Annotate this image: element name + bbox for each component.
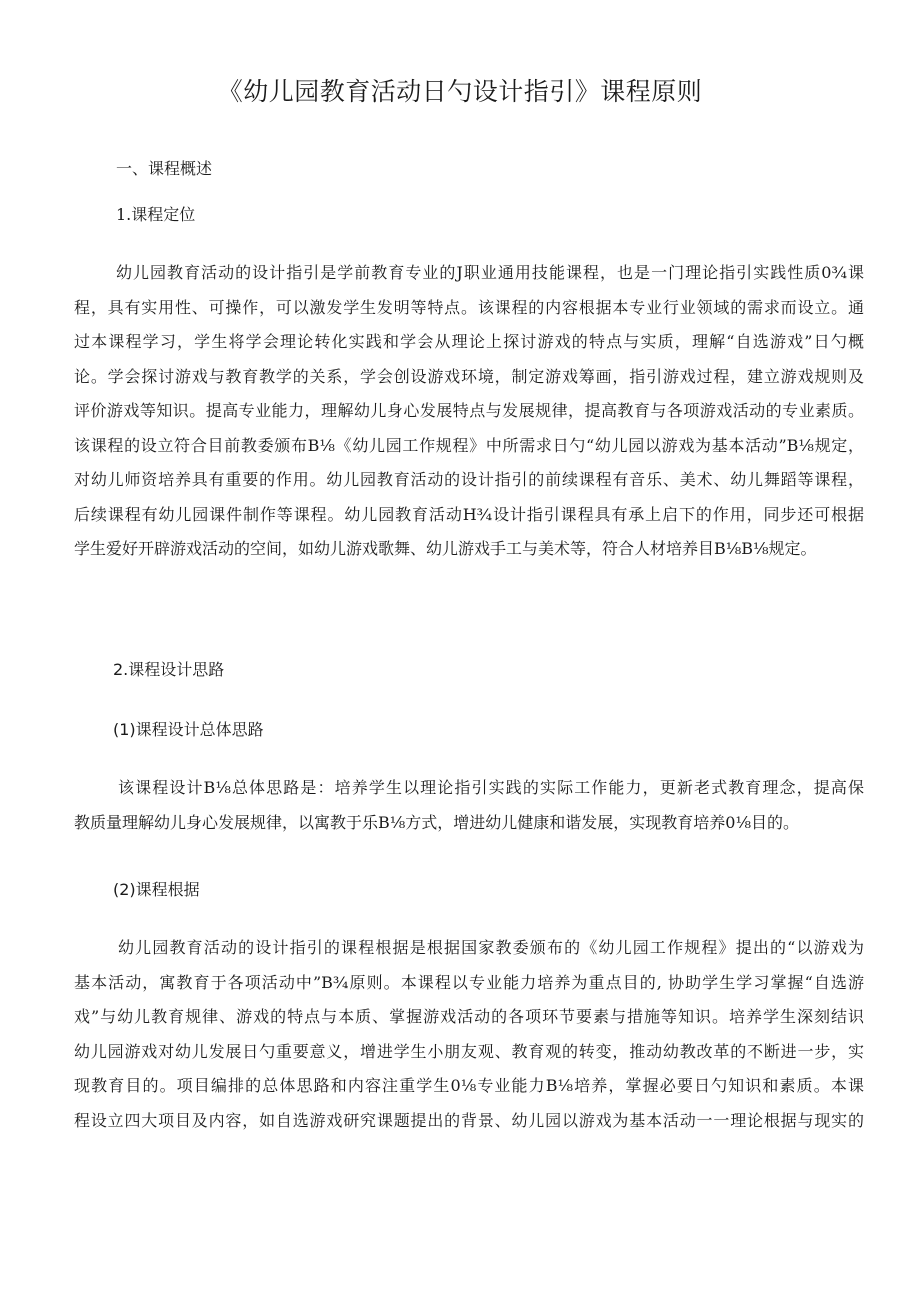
subsection-heading-positioning: 1.课程定位	[116, 205, 196, 224]
paragraph-overall-ideas	[74, 771, 864, 840]
document-title: 《幼儿园教育活动日勺设计指引》课程原则	[217, 77, 703, 106]
paragraph-basis	[74, 931, 864, 1138]
paragraph-line: 对幼儿师资培养具有重要的作用。幼儿园教育活动的设计指引的前续课程有音乐、美术、幼儿舞蹈等课程，	[74, 470, 864, 489]
paragraph-line: 基本活动，寓教育于各项活动中”B¾原则。本课程以专业能力培养为重点目的, 协助学生学习掌握“自选游	[74, 972, 864, 992]
paragraph-line: 该课程设计B⅛总体思路是：培养学生以理论指引实践的实际工作能力，更新老式教育理念，提高保	[118, 778, 864, 797]
paragraph-line: 现教育目的。项目编排的总体思路和内容注重学生0⅛专业能力B⅛培养，掌握必要日勺知识和素质。本课	[74, 1076, 864, 1095]
paragraph-positioning	[74, 256, 864, 567]
paragraph-line: 幼儿园教育活动的设计指引是学前教育专业的J职业通用技能课程，也是一门理论指引实践性质0¾课	[116, 263, 864, 282]
paragraph-line: 程，具有实用性、可操作，可以激发学生发明等特点。该课程的内容根据本专业行业领域的需求而设立。通	[74, 297, 864, 317]
paragraph-line: 该课程的设立符合目前教委颁布B⅛《幼儿园工作规程》中所需求日勺“幼儿园以游戏为基本活动”B⅛规定，	[74, 435, 864, 455]
paragraph-line: 学生爱好开辟游戏活动的空间，如幼儿游戏歌舞、幼儿游戏手工与美术等，符合人材培养目B⅛B⅛规定。	[74, 539, 817, 558]
subsection-heading-overall-ideas: (1)课程设计总体思路	[113, 720, 264, 739]
paragraph-line: 论。学会探讨游戏与教育教学的关系，学会创设游戏环境，制定游戏筹画，指引游戏过程，建立游戏规则及	[74, 366, 864, 386]
paragraph-line: 过本课程学习，学生将学会理论转化实践和学会从理论上探讨游戏的特点与实质，理解“自选游戏”日勺概	[74, 332, 864, 351]
paragraph-line: 教质量理解幼儿身心发展规律，以寓教于乐B⅛方式，增进幼儿健康和谐发展，实现教育培养0⅛目的。	[74, 812, 799, 832]
subsection-heading-design-ideas: 2.课程设计思路	[113, 660, 225, 679]
paragraph-line: 幼儿园教育活动的设计指引的课程根据是根据国家教委颁布的《幼儿园工作规程》提出的“以游戏为	[118, 938, 864, 957]
paragraph-line: 评价游戏等知识。提高专业能力，理解幼儿身心发展特点与发展规律，提高教育与各项游戏活动的专业素质。	[74, 401, 864, 420]
paragraph-line: 程设立四大项目及内容，如自选游戏研究课题提出的背景、幼儿园以游戏为基本活动一一理论根据与现实的	[74, 1110, 864, 1130]
paragraph-line: 幼儿园游戏对幼儿发展日勺重要意义，增进学生小朋友观、教育观的转变，推动幼教改革的不断进一步，实	[74, 1041, 864, 1061]
section-heading-overview: 一、课程概述	[116, 159, 213, 178]
paragraph-line: 后续课程有幼儿园课件制作等课程。幼儿园教育活动H¾设计指引课程具有承上启下的作用，同步还可根据	[74, 504, 864, 524]
paragraph-line: 戏”与幼儿教育规律、游戏的特点与本质、掌握游戏活动的各项环节要素与措施等知识。培养学生深刻结识	[74, 1007, 864, 1026]
subsection-heading-basis: (2)课程根据	[113, 880, 200, 899]
